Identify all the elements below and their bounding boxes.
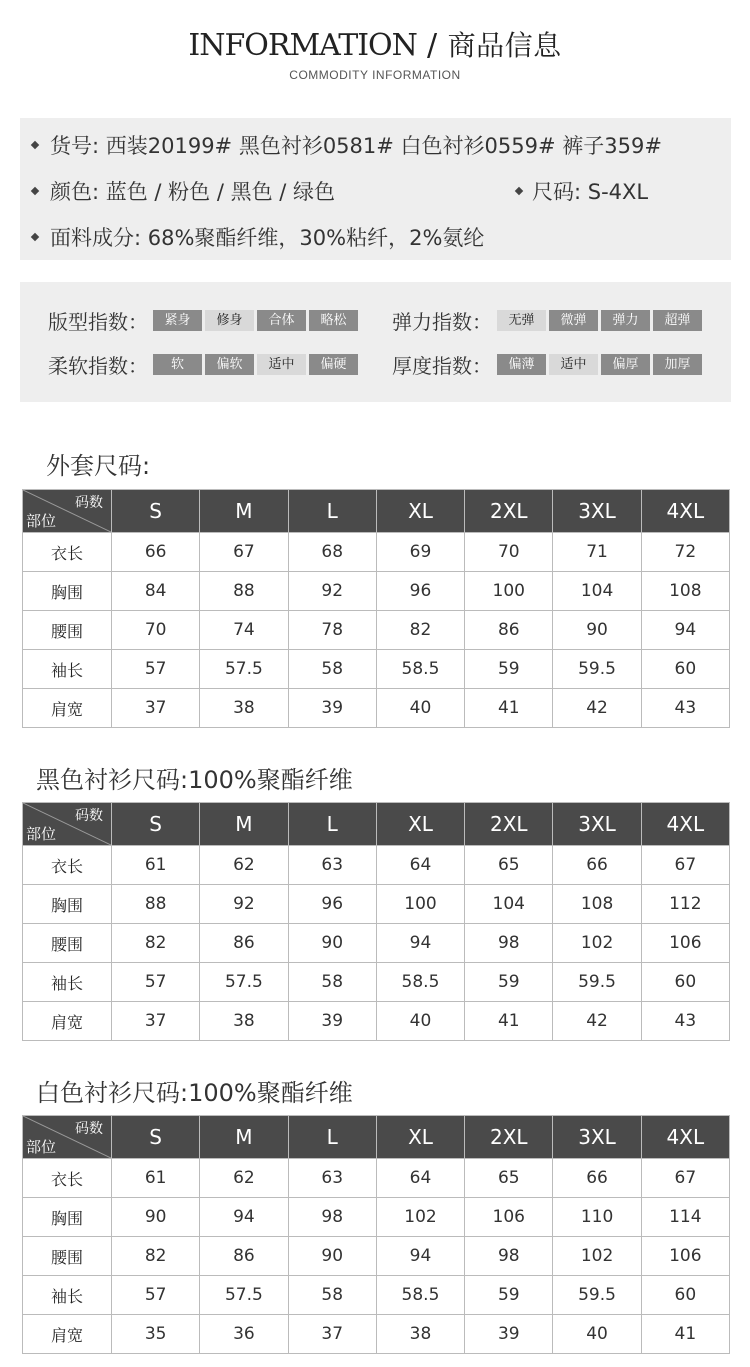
table-cell: 82 — [376, 611, 464, 650]
table-cell: 102 — [553, 924, 641, 963]
row-label: 袖长 — [23, 963, 112, 1002]
size-header: XL — [376, 1116, 464, 1159]
table-cell: 58.5 — [376, 963, 464, 1002]
table-cell: 42 — [553, 689, 641, 728]
row-label: 肩宽 — [23, 689, 112, 728]
size-header: L — [288, 490, 376, 533]
table-row — [23, 885, 730, 924]
table-cell: 90 — [288, 924, 376, 963]
index-option: 微弹 — [549, 310, 598, 331]
table-cell: 98 — [465, 1237, 553, 1276]
table-cell: 64 — [376, 846, 464, 885]
table-cell: 58 — [288, 650, 376, 689]
bullet-diamond-icon — [31, 233, 39, 241]
index-row-fit — [48, 306, 358, 335]
index-row-thickness — [392, 350, 702, 379]
index-label: 柔软指数： — [48, 354, 148, 378]
section-title-jacket: 外套尺码: — [46, 452, 151, 480]
table-cell: 94 — [641, 611, 729, 650]
table-cell: 82 — [112, 924, 200, 963]
page-subtitle: COMMODITY INFORMATION — [289, 68, 461, 82]
table-cell: 38 — [200, 1002, 288, 1041]
table-cell: 108 — [641, 572, 729, 611]
size-header: M — [200, 1116, 288, 1159]
item-number-text: 货号: 西装20199# 黑色衬衫0581# 白色衬衫0559# 裤子359# — [50, 134, 662, 158]
table-corner-cell — [23, 803, 112, 846]
size-header: XL — [376, 803, 464, 846]
table-cell: 102 — [553, 1237, 641, 1276]
table-cell: 63 — [288, 1159, 376, 1198]
table-cell: 59.5 — [553, 650, 641, 689]
corner-label-part: 部位 — [26, 1138, 57, 1156]
table-cell: 58 — [288, 1276, 376, 1315]
index-row-elasticity — [392, 306, 702, 335]
table-cell: 92 — [288, 572, 376, 611]
size-table-white-shirt — [22, 1115, 730, 1354]
table-cell: 104 — [465, 885, 553, 924]
colors-text: 颜色: 蓝色 / 粉色 / 黑色 / 绿色 — [50, 180, 336, 204]
table-cell: 114 — [641, 1198, 729, 1237]
size-header: M — [200, 803, 288, 846]
row-label: 腰围 — [23, 611, 112, 650]
table-cell: 40 — [376, 689, 464, 728]
table-row — [23, 1002, 730, 1041]
row-label: 衣长 — [23, 1159, 112, 1198]
table-cell: 43 — [641, 689, 729, 728]
size-header: 4XL — [641, 803, 729, 846]
table-cell: 86 — [200, 924, 288, 963]
index-option-selected: 无弹 — [497, 310, 546, 331]
bullet-diamond-icon — [31, 187, 39, 195]
table-cell: 60 — [641, 963, 729, 1002]
table-row — [23, 963, 730, 1002]
index-label: 版型指数： — [48, 310, 148, 334]
fit-index-panel — [20, 282, 731, 402]
table-cell: 38 — [200, 689, 288, 728]
table-cell: 57.5 — [200, 963, 288, 1002]
table-cell: 58.5 — [376, 1276, 464, 1315]
table-cell: 65 — [465, 1159, 553, 1198]
size-header: L — [288, 1116, 376, 1159]
table-cell: 39 — [465, 1315, 553, 1354]
table-cell: 88 — [112, 885, 200, 924]
table-row — [23, 1276, 730, 1315]
table-cell: 58.5 — [376, 650, 464, 689]
table-cell: 92 — [200, 885, 288, 924]
table-cell: 68 — [288, 533, 376, 572]
table-cell: 57 — [112, 963, 200, 1002]
table-cell: 70 — [112, 611, 200, 650]
table-row — [23, 1198, 730, 1237]
table-cell: 62 — [200, 846, 288, 885]
table-cell: 94 — [376, 1237, 464, 1276]
table-cell: 58 — [288, 963, 376, 1002]
table-cell: 59.5 — [553, 963, 641, 1002]
size-header: S — [112, 1116, 200, 1159]
table-cell: 60 — [641, 1276, 729, 1315]
row-label: 胸围 — [23, 885, 112, 924]
index-option: 紧身 — [153, 310, 202, 331]
table-cell: 78 — [288, 611, 376, 650]
table-cell: 67 — [641, 1159, 729, 1198]
table-header-row — [23, 490, 730, 533]
table-cell: 102 — [376, 1198, 464, 1237]
bullet-diamond-icon — [31, 141, 39, 149]
table-cell: 98 — [288, 1198, 376, 1237]
corner-label-size: 码数 — [75, 808, 103, 824]
section-title-black-shirt: 黑色衬衫尺码:100%聚酯纤维 — [36, 766, 353, 794]
title-en: INFORMATION — [188, 28, 417, 63]
table-cell: 59 — [465, 963, 553, 1002]
index-option-selected: 修身 — [205, 310, 254, 331]
index-option: 偏硬 — [309, 354, 358, 375]
table-cell: 112 — [641, 885, 729, 924]
table-cell: 40 — [376, 1002, 464, 1041]
table-corner-cell — [23, 490, 112, 533]
row-label: 腰围 — [23, 1237, 112, 1276]
row-label: 肩宽 — [23, 1315, 112, 1354]
info-colors — [32, 176, 335, 206]
product-info-panel — [20, 118, 731, 260]
table-cell: 104 — [553, 572, 641, 611]
corner-label-size: 码数 — [75, 495, 103, 511]
index-option: 加厚 — [653, 354, 702, 375]
index-option: 略松 — [309, 310, 358, 331]
page-header — [0, 28, 750, 82]
table-cell: 66 — [112, 533, 200, 572]
table-cell: 59 — [465, 650, 553, 689]
info-fabric — [32, 222, 484, 252]
table-cell: 37 — [288, 1315, 376, 1354]
size-header: 4XL — [641, 1116, 729, 1159]
size-range-text: 尺码: S-4XL — [532, 180, 649, 204]
index-option: 弹力 — [601, 310, 650, 331]
table-row — [23, 533, 730, 572]
table-cell: 59 — [465, 1276, 553, 1315]
table-row — [23, 689, 730, 728]
row-label: 胸围 — [23, 572, 112, 611]
table-cell: 88 — [200, 572, 288, 611]
table-cell: 66 — [553, 1159, 641, 1198]
index-option: 软 — [153, 354, 202, 375]
page-title — [0, 28, 750, 64]
table-row — [23, 1237, 730, 1276]
table-cell: 90 — [112, 1198, 200, 1237]
table-corner-cell — [23, 1116, 112, 1159]
row-label: 腰围 — [23, 924, 112, 963]
table-cell: 36 — [200, 1315, 288, 1354]
index-option: 超弹 — [653, 310, 702, 331]
info-size-range — [516, 176, 648, 206]
table-row — [23, 1315, 730, 1354]
index-label: 厚度指数： — [392, 354, 492, 378]
corner-label-size: 码数 — [75, 1121, 103, 1137]
table-cell: 108 — [553, 885, 641, 924]
table-cell: 96 — [288, 885, 376, 924]
table-cell: 43 — [641, 1002, 729, 1041]
table-cell: 63 — [288, 846, 376, 885]
index-option-selected: 适中 — [549, 354, 598, 375]
size-header: M — [200, 490, 288, 533]
size-header: 2XL — [465, 1116, 553, 1159]
table-cell: 70 — [465, 533, 553, 572]
table-cell: 39 — [288, 689, 376, 728]
index-label: 弹力指数： — [392, 310, 492, 334]
table-cell: 67 — [641, 846, 729, 885]
table-cell: 40 — [553, 1315, 641, 1354]
table-cell: 71 — [553, 533, 641, 572]
table-cell: 82 — [112, 1237, 200, 1276]
table-cell: 57 — [112, 1276, 200, 1315]
table-cell: 57.5 — [200, 1276, 288, 1315]
row-label: 衣长 — [23, 846, 112, 885]
table-cell: 100 — [465, 572, 553, 611]
row-label: 肩宽 — [23, 1002, 112, 1041]
table-cell: 90 — [288, 1237, 376, 1276]
table-cell: 100 — [376, 885, 464, 924]
index-option: 偏薄 — [497, 354, 546, 375]
table-cell: 106 — [641, 1237, 729, 1276]
table-cell: 86 — [200, 1237, 288, 1276]
section-title-white-shirt: 白色衬衫尺码:100%聚酯纤维 — [36, 1079, 353, 1107]
table-cell: 90 — [553, 611, 641, 650]
table-cell: 41 — [465, 689, 553, 728]
table-row — [23, 572, 730, 611]
size-header: L — [288, 803, 376, 846]
table-cell: 94 — [376, 924, 464, 963]
table-cell: 72 — [641, 533, 729, 572]
table-cell: 106 — [465, 1198, 553, 1237]
size-header: S — [112, 803, 200, 846]
table-cell: 41 — [641, 1315, 729, 1354]
table-cell: 86 — [465, 611, 553, 650]
info-item-number — [32, 130, 662, 160]
table-cell: 62 — [200, 1159, 288, 1198]
table-cell: 69 — [376, 533, 464, 572]
table-cell: 42 — [553, 1002, 641, 1041]
table-cell: 67 — [200, 533, 288, 572]
table-cell: 84 — [112, 572, 200, 611]
index-option: 偏厚 — [601, 354, 650, 375]
index-option: 合体 — [257, 310, 306, 331]
table-cell: 74 — [200, 611, 288, 650]
corner-label-part: 部位 — [26, 825, 57, 843]
table-row — [23, 650, 730, 689]
table-cell: 60 — [641, 650, 729, 689]
table-cell: 35 — [112, 1315, 200, 1354]
table-row — [23, 924, 730, 963]
table-cell: 61 — [112, 846, 200, 885]
size-header: 3XL — [553, 1116, 641, 1159]
table-cell: 61 — [112, 1159, 200, 1198]
table-cell: 37 — [112, 689, 200, 728]
table-cell: 57 — [112, 650, 200, 689]
table-row — [23, 846, 730, 885]
table-cell: 96 — [376, 572, 464, 611]
table-cell: 110 — [553, 1198, 641, 1237]
table-cell: 64 — [376, 1159, 464, 1198]
fabric-text: 面料成分: 68%聚酯纤维，30%粘纤，2%氨纶 — [50, 226, 485, 250]
table-cell: 39 — [288, 1002, 376, 1041]
table-cell: 59.5 — [553, 1276, 641, 1315]
table-row — [23, 611, 730, 650]
size-header: 4XL — [641, 490, 729, 533]
index-option-selected: 适中 — [257, 354, 306, 375]
row-label: 袖长 — [23, 1276, 112, 1315]
table-header-row — [23, 803, 730, 846]
size-header: 3XL — [553, 803, 641, 846]
size-header: 2XL — [465, 803, 553, 846]
row-label: 袖长 — [23, 650, 112, 689]
table-cell: 41 — [465, 1002, 553, 1041]
title-cn: 商品信息 — [447, 29, 562, 62]
size-table-jacket — [22, 489, 730, 728]
table-cell: 98 — [465, 924, 553, 963]
corner-label-part: 部位 — [26, 512, 57, 530]
size-header: 3XL — [553, 490, 641, 533]
table-cell: 37 — [112, 1002, 200, 1041]
table-cell: 38 — [376, 1315, 464, 1354]
title-separator: / — [426, 28, 438, 63]
size-header: S — [112, 490, 200, 533]
index-row-softness — [48, 350, 358, 379]
row-label: 衣长 — [23, 533, 112, 572]
table-row — [23, 1159, 730, 1198]
table-header-row — [23, 1116, 730, 1159]
index-option: 偏软 — [205, 354, 254, 375]
table-cell: 65 — [465, 846, 553, 885]
table-cell: 57.5 — [200, 650, 288, 689]
size-header: XL — [376, 490, 464, 533]
bullet-diamond-icon — [515, 187, 523, 195]
table-cell: 106 — [641, 924, 729, 963]
row-label: 胸围 — [23, 1198, 112, 1237]
size-header: 2XL — [465, 490, 553, 533]
size-table-black-shirt — [22, 802, 730, 1041]
table-cell: 94 — [200, 1198, 288, 1237]
table-cell: 66 — [553, 846, 641, 885]
